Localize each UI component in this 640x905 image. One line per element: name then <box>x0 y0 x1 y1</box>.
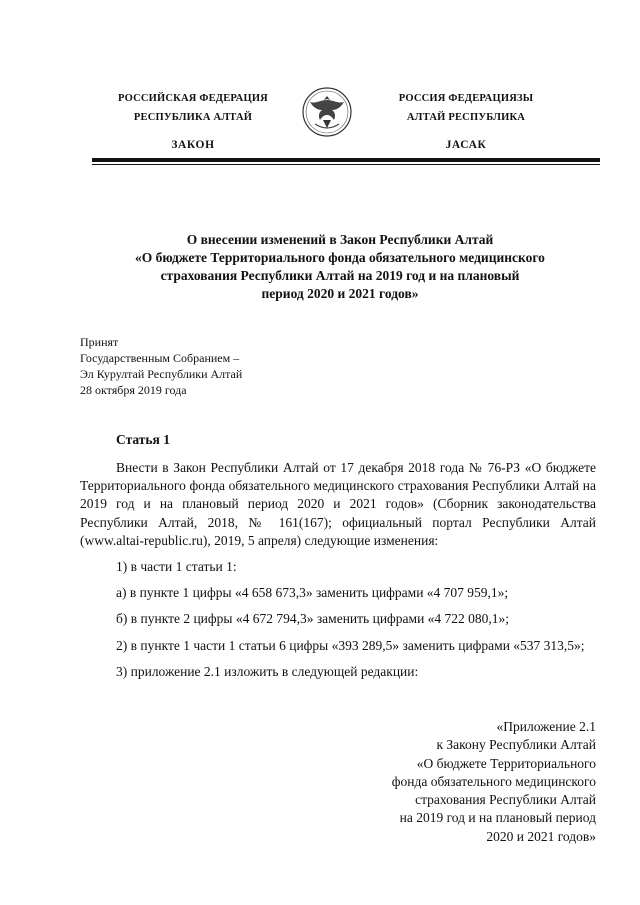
title-line: «О бюджете Территориального фонда обязательного медицинского <box>135 250 545 265</box>
article-item-1b: б) в пункте 2 цифры «4 672 794,3» заменить цифрами «4 722 080,1»; <box>116 611 510 627</box>
adopted-line: Принят <box>80 335 119 349</box>
header-right-line2: АЛТАЙ РЕСПУБЛИКА <box>406 112 526 123</box>
header-left-law: ЗАКОН <box>171 139 215 151</box>
article-body <box>80 459 596 681</box>
annex-line: фонда обязательного медицинского <box>391 773 596 789</box>
header-right-law: JАСАК <box>445 139 487 151</box>
header-right-line1: РОССИЯ ФЕДЕРАЦИЯЗЫ <box>398 93 534 104</box>
article-item-3: 3) приложение 2.1 изложить в следующей редакции: <box>116 663 419 679</box>
annex-line: «Приложение 2.1 <box>496 719 596 734</box>
header-divider-thick <box>92 158 600 162</box>
header-divider-thin <box>92 164 600 165</box>
article-intro: Внести в Закон Республики Алтай от 17 декабря 2018 года № 76-РЗ «О бюджете Территориального фонда обязательного медицинского страхования Республики Алтай на 2019 год и на плановый период 2020 и 2021 годов» (Сборник законодательства Республики Алтай, 2018, № 161(167); официальный портал Республики Алтай (www.altai-republic.ru), 2019, 5 апреля) следующие изменения: <box>80 460 596 548</box>
title-line: период 2020 и 2021 годов» <box>261 286 419 301</box>
header-left <box>108 89 278 155</box>
annex-line: 2020 и 2021 годов» <box>486 828 596 844</box>
article-heading: Статья 1 <box>116 432 170 447</box>
article-item-2: 2) в пункте 1 части 1 статьи 6 цифры «393 289,5» заменить цифрами «537 313,5»; <box>116 637 585 653</box>
coat-of-arms-icon <box>301 84 353 140</box>
article-item-1: 1) в части 1 статьи 1: <box>116 559 237 575</box>
title-line: О внесении изменений в Закон Республики Алтай <box>186 232 494 247</box>
article-item-1a: а) в пункте 1 цифры «4 658 673,3» заменить цифрами «4 707 959,1»; <box>116 585 509 601</box>
adopted-line: Государственным Собранием – <box>80 351 240 365</box>
header-right <box>386 89 546 155</box>
law-title <box>80 231 600 303</box>
annex-line: страхования Республики Алтай <box>415 792 596 808</box>
annex-line: «О бюджете Территориального <box>416 755 596 771</box>
adopted-line: Эл Курултай Республики Алтай <box>80 367 243 381</box>
annex-line: на 2019 год и на плановый период <box>399 810 596 826</box>
annex-reference <box>392 718 596 846</box>
adoption-block <box>80 334 242 398</box>
annex-line: к Закону Республики Алтай <box>436 737 596 753</box>
header-left-line1: РОССИЙСКАЯ ФЕДЕРАЦИЯ <box>118 93 268 104</box>
header-left-line2: РЕСПУБЛИКА АЛТАЙ <box>133 112 253 123</box>
adopted-date: 28 октября 2019 года <box>80 383 187 397</box>
title-line: страхования Республики Алтай на 2019 год и на плановый <box>160 268 520 283</box>
